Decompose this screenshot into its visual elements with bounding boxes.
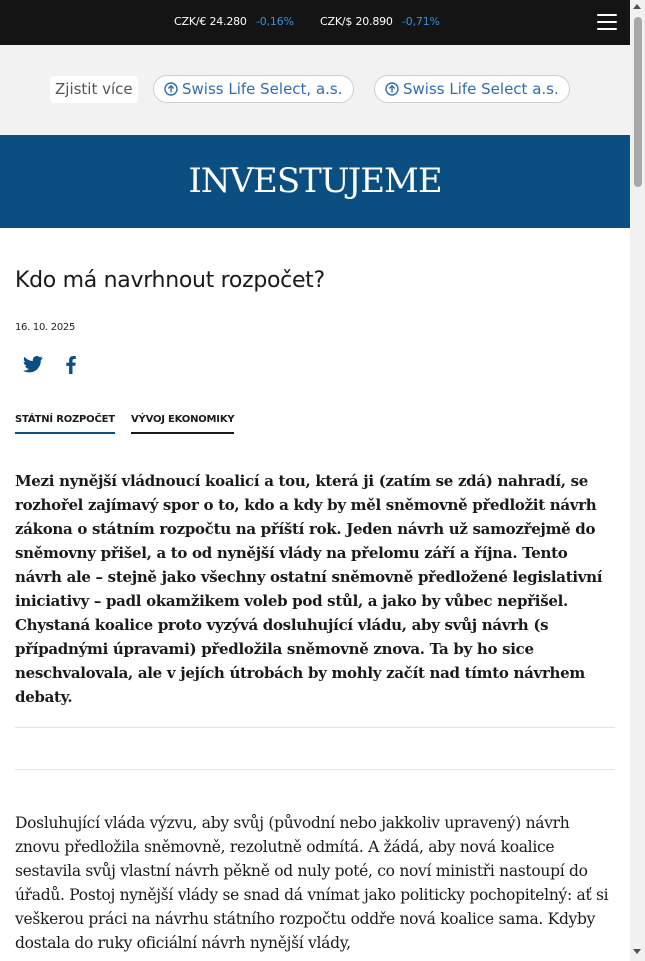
- divider: [15, 727, 615, 728]
- ticker-label: CZK/$: [320, 15, 353, 28]
- sponsor-link-label: Swiss Life Select, a.s.: [182, 80, 343, 98]
- article-body: Dosluhující vláda výzvu, aby svůj (původní nebo jakkoliv upravený) návrh znovu předložila sněmovně, rezolutně odmítá. A žádá, aby nová koalice sestavila svůj vlastní návrh pěkně od nuly poté, co noví ministři nastoupí do úřadů. Postoj nynější vlády se snad dá vnímat jako politicky pochopitelný: ať si veškerou práci na návrhu státního rozpočtu oddře nová koalice sama. Kdyby dostala do ruky oficiální návrh nynější vlády,: [15, 814, 609, 952]
- scroll-up-arrow-icon[interactable]: [633, 4, 641, 9]
- article-date: 16. 10. 2025: [15, 322, 76, 333]
- hamburger-menu-icon[interactable]: [597, 14, 617, 30]
- divider: [15, 769, 615, 770]
- ticker-value: 24.280: [209, 15, 247, 28]
- twitter-share-icon[interactable]: [21, 352, 45, 376]
- article-lead: Mezi nynější vládnoucí koalicí a tou, která ji (zatím se zdá) nahradí, se rozhořel zajímavý spor o to, kdo a kdy by měl sněmovně předložit návrh zákona o státním rozpočtu na příští rok. Jeden návrh už samozřejmě do sněmovny přišel, a to od nynější vlády na přelomu září a října. Tento návrh ale – stejně jako všechny ostatní sněmovně předložené legislativní iniciativy – padl okamžikem voleb pod stůl, a jako by vůbec nepřišel. Chystaná koalice proto vyzývá dosluhující vládu, aby svůj návrh (s případnými úpravami) předložila sněmovně znova. Ta by ho sice neschvalovala, ale v jejích útrobách by mohly začít nad tímto návrhem debaty.: [15, 472, 603, 706]
- sponsor-link-2[interactable]: [374, 75, 570, 103]
- arrow-up-circle-icon: [164, 82, 178, 96]
- ticker-change: -0,16%: [256, 15, 294, 28]
- sponsor-link-label: Swiss Life Select a.s.: [403, 80, 559, 98]
- sponsor-bar: [0, 45, 630, 135]
- ticker-label: CZK/€: [174, 15, 207, 28]
- article-title: Kdo má navrhnout rozpočet?: [15, 268, 325, 293]
- ticker-change: -0,71%: [402, 15, 440, 28]
- currency-ticker-bar: [0, 0, 630, 45]
- learn-more-label[interactable]: Zjistit více: [50, 76, 138, 103]
- scroll-down-arrow-icon[interactable]: [633, 949, 641, 954]
- site-header: [0, 135, 630, 228]
- ticker-value: 20.890: [355, 15, 393, 28]
- sponsor-link-1[interactable]: [153, 75, 354, 103]
- tag-state-budget[interactable]: STÁTNÍ ROZPOČET: [15, 414, 115, 434]
- ticker-item-usd[interactable]: [320, 15, 440, 28]
- tag-economy[interactable]: VÝVOJ EKONOMIKY: [131, 414, 234, 434]
- site-logo[interactable]: INVESTUJEME: [188, 161, 442, 201]
- ticker-item-eur[interactable]: [174, 15, 294, 28]
- facebook-share-icon[interactable]: [59, 352, 83, 376]
- arrow-up-circle-icon: [385, 82, 399, 96]
- scrollbar-thumb[interactable]: [634, 17, 642, 187]
